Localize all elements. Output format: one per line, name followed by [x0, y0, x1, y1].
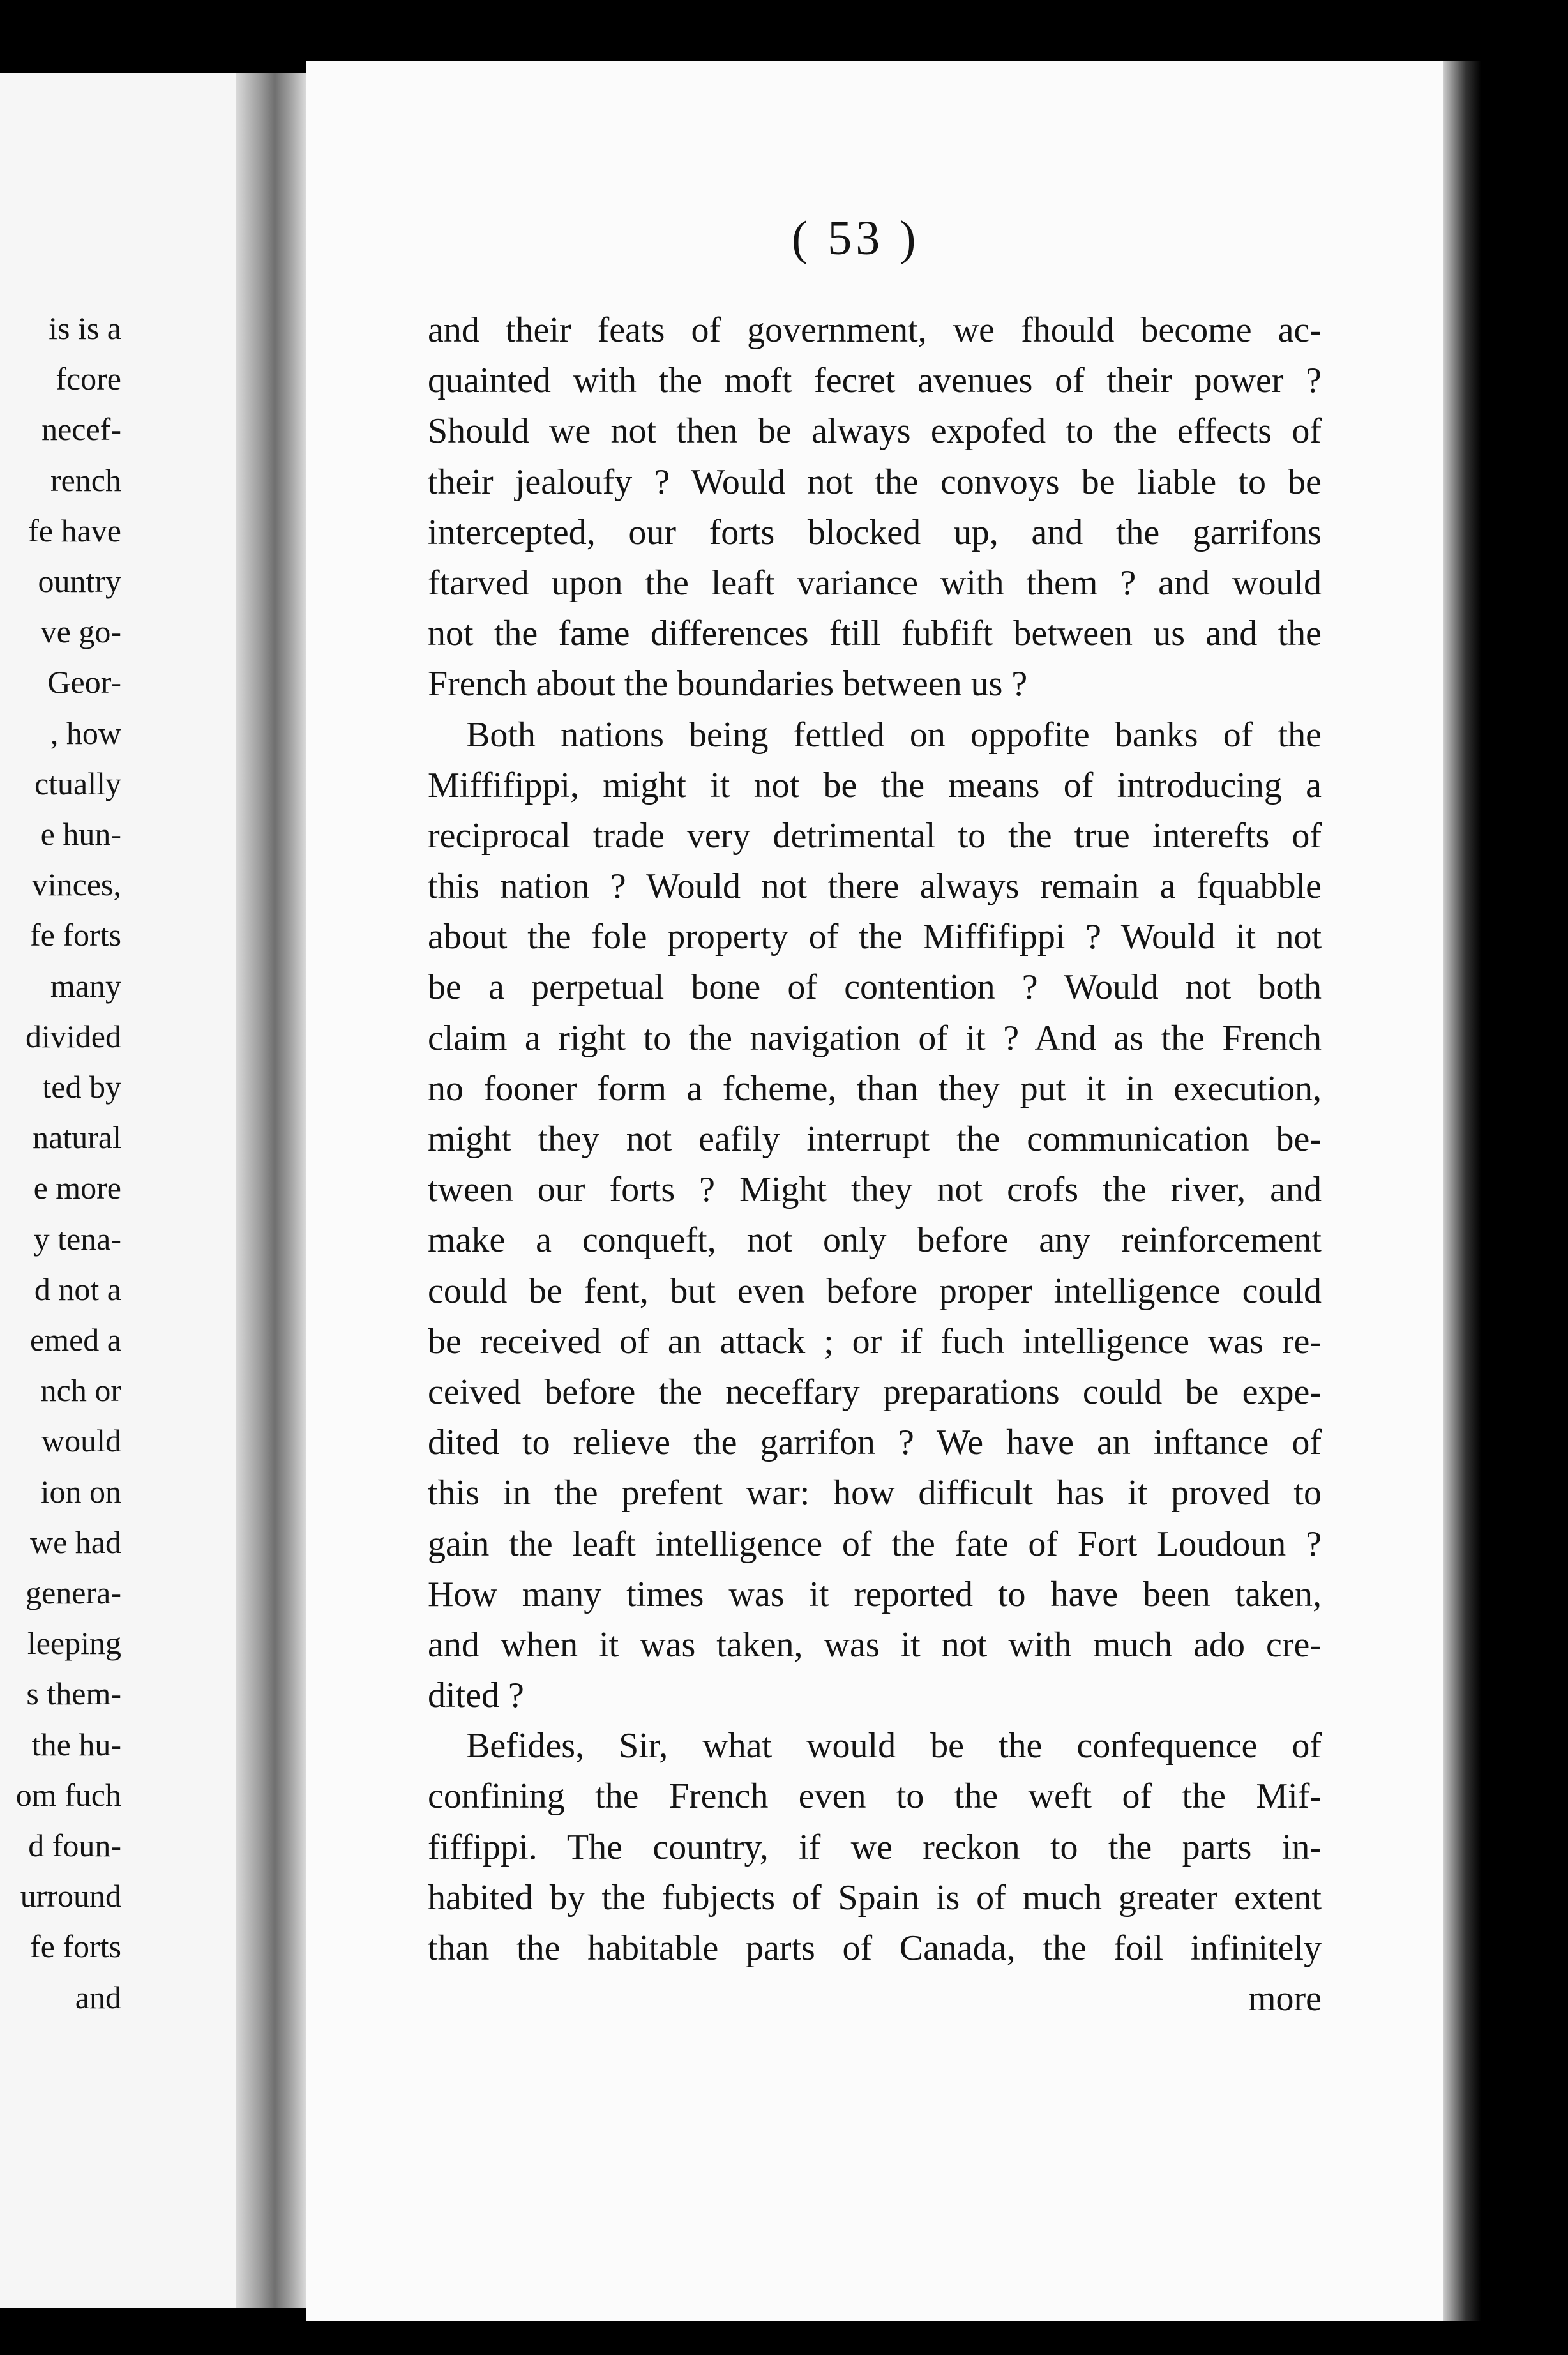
left-page-line: emed a	[30, 1322, 121, 1358]
left-page-line: , how	[50, 715, 121, 751]
text-line: and their feats of government, we fhould become ac-	[428, 310, 1322, 350]
catchword: more	[1248, 1979, 1322, 2019]
body-text	[428, 305, 1322, 2024]
text-line: Miffifippi, might it not be the means of introducing a	[428, 765, 1322, 805]
text-line: be received of an attack ; or if fuch intelligence was re-	[428, 1321, 1322, 1361]
left-page-line: Geor-	[47, 664, 121, 700]
text-line: Should we not then be always expofed to the effects of	[428, 411, 1322, 451]
left-page-line: om fuch	[15, 1776, 121, 1813]
left-page-line: genera-	[26, 1575, 121, 1610]
text-line: make a conqueft, not only before any reinforcement	[428, 1220, 1322, 1261]
book-gutter-shadow	[236, 73, 306, 2308]
left-page-line: many	[50, 967, 121, 1004]
text-line: fiffippi. The country, if we reckon to the parts in-	[428, 1827, 1322, 1867]
text-line: ceived before the neceffary preparations could be expe-	[428, 1372, 1322, 1412]
left-page-line: nch or	[40, 1372, 121, 1409]
text-line: habited by the fubjects of Spain is of much greater extent	[428, 1877, 1322, 1918]
left-page-line: natural	[33, 1119, 121, 1156]
left-page-line: d not a	[34, 1271, 121, 1307]
text-line: tween our forts ? Might they not crofs the river, and	[428, 1170, 1322, 1210]
page-edge-shadow	[1443, 61, 1481, 2321]
left-page-line: we had	[30, 1524, 121, 1560]
left-page-line: urround	[20, 1878, 121, 1914]
text-line: ftarved upon the leaft variance with them ? and would	[428, 563, 1322, 603]
left-page-line: fcore	[56, 361, 121, 397]
text-line: could be fent, but even before proper intelligence could	[428, 1271, 1322, 1311]
text-line: be a perpetual bone of contention ? Would not both	[428, 967, 1322, 1008]
text-line: no fooner form a fcheme, than they put it in execution,	[428, 1068, 1322, 1109]
left-page-line: the hu-	[31, 1726, 121, 1762]
left-page-line: ctually	[34, 765, 121, 801]
text-line: than the habitable parts of Canada, the foil infinitely	[428, 1928, 1322, 1968]
left-page-line: d foun-	[28, 1828, 121, 1863]
left-page-line: necef-	[41, 411, 121, 448]
text-line: gain the leaft intelligence of the fate of Fort Loudoun ?	[428, 1524, 1322, 1564]
page-number: ( 53 )	[792, 211, 920, 265]
text-line: quainted with the moft fecret avenues of their power ?	[428, 361, 1322, 401]
left-page-line: is is a	[49, 310, 121, 346]
left-page-line: ion on	[40, 1473, 121, 1510]
text-line: Both nations being fettled on oppofite banks of the	[466, 715, 1322, 755]
left-page-line: fe forts	[30, 917, 121, 953]
left-page-line: ted by	[42, 1069, 121, 1105]
text-line: confining the French even to the weft of the Mif-	[428, 1776, 1322, 1817]
left-page-line: and	[75, 1979, 121, 2015]
left-page-line: divided	[26, 1018, 121, 1054]
text-line: and when it was taken, was it not with much ado cre-	[428, 1624, 1322, 1665]
text-line: intercepted, our forts blocked up, and the garrifons	[428, 512, 1322, 552]
left-page-line: e hun-	[40, 816, 121, 852]
left-page-line: leeping	[27, 1625, 121, 1662]
left-page-line: ve go-	[40, 614, 121, 650]
left-page-line: vinces,	[31, 867, 121, 903]
text-line: not the fame differences ftill fubfift between us and the	[428, 614, 1322, 654]
left-page-line: fe have	[28, 512, 121, 549]
left-page-line: e more	[33, 1170, 121, 1206]
text-line: Befides, Sir, what would be the confequence of	[466, 1726, 1322, 1766]
left-page-line: fe forts	[30, 1928, 121, 1965]
text-line: dited to relieve the garrifon ? We have an inftance of	[428, 1423, 1322, 1463]
left-page-line: rench	[50, 462, 121, 498]
left-page-line: y tena-	[33, 1220, 121, 1257]
text-line: reciprocal trade very detrimental to the true interefts of	[428, 815, 1322, 856]
left-facing-page	[0, 73, 236, 2308]
left-page-line: s them-	[26, 1676, 121, 1712]
text-line: dited ?	[428, 1676, 524, 1716]
text-line: might they not eafily interrupt the communication be-	[428, 1119, 1322, 1159]
left-page-line: would	[41, 1423, 121, 1459]
text-line: French about the boundaries between us ?	[428, 664, 1028, 704]
text-line: this in the prefent war: how difficult has it proved to	[428, 1473, 1322, 1513]
text-line: claim a right to the navigation of it ? And as the French	[428, 1018, 1322, 1058]
text-line: their jealoufy ? Would not the convoys be liable to be	[428, 462, 1322, 502]
text-line: about the fole property of the Miffifippi ? Would it not	[428, 917, 1322, 957]
left-page-line: ountry	[38, 563, 121, 599]
text-line: this nation ? Would not there always remain a fquabble	[428, 867, 1322, 907]
text-line: How many times was it reported to have been taken,	[428, 1574, 1322, 1614]
